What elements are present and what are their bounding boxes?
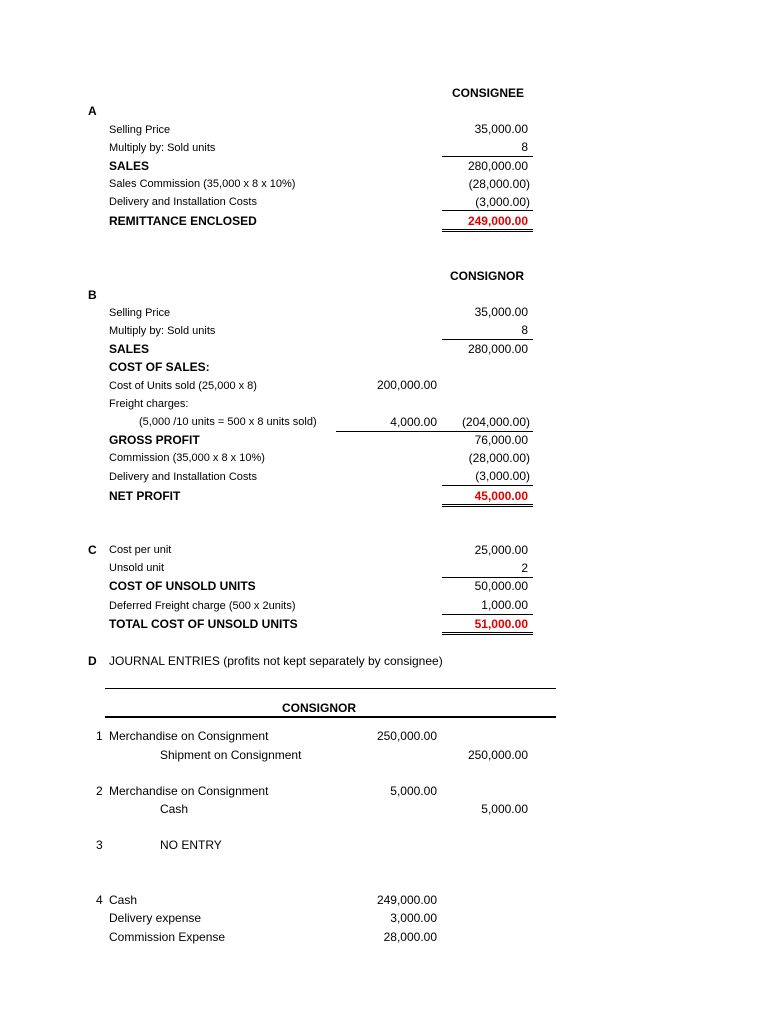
row-label: Freight charges: (109, 398, 189, 410)
row-label: Cost of Units sold (25,000 x 8) (109, 380, 257, 392)
row-value: 25,000.00 (474, 543, 528, 557)
debit-amount: 28,000.00 (383, 930, 437, 944)
credit-account: Cash (160, 802, 189, 816)
net-profit-total: 45,000.00 (474, 489, 528, 503)
section-d-letter: D (88, 654, 97, 668)
row-label: TOTAL COST OF UNSOLD UNITS (109, 617, 298, 631)
row-label: Selling Price (109, 124, 171, 136)
double-underline (442, 632, 533, 633)
debit-amount: 249,000.00 (376, 893, 437, 907)
double-underline (442, 504, 533, 505)
row-label: COST OF UNSOLD UNITS (109, 579, 256, 593)
row-value: (3,000.00) (475, 195, 530, 209)
entry-number: 1 (96, 729, 103, 743)
debit-amount: 3,000.00 (390, 911, 437, 925)
debit-account: Cash (109, 893, 138, 907)
section-a-letter: A (88, 104, 97, 118)
consignor-header: CONSIGNOR (450, 269, 525, 283)
credit-account: Shipment on Consignment (160, 748, 302, 762)
row-value: 8 (521, 323, 528, 337)
row-value: (28,000.00) (468, 451, 530, 465)
row-label: COST OF SALES: (109, 360, 210, 374)
row-label: Unsold unit (109, 562, 165, 574)
debit-amount: 5,000.00 (390, 784, 437, 798)
row-label: Multiply by: Sold units (109, 325, 216, 337)
double-underline (442, 231, 533, 232)
entry-number: 2 (96, 784, 103, 798)
underline (442, 156, 533, 157)
row-mid-value: 4,000.00 (390, 415, 437, 429)
credit-amount: 250,000.00 (467, 748, 528, 762)
section-b-letter: B (88, 288, 97, 302)
double-underline (442, 506, 533, 507)
divider (105, 688, 556, 689)
debit-account: Merchandise on Consignment (109, 729, 269, 743)
row-label: REMITTANCE ENCLOSED (109, 214, 257, 228)
credit-amount: 5,000.00 (481, 802, 528, 816)
row-value: 8 (521, 140, 528, 154)
row-label: SALES (109, 159, 150, 173)
row-mid-value: 200,000.00 (376, 378, 437, 392)
debit-amount: 250,000.00 (376, 729, 437, 743)
consignee-header: CONSIGNEE (452, 86, 525, 100)
row-value: 35,000.00 (474, 305, 528, 319)
row-value: (28,000.00) (468, 177, 530, 191)
row-value: 280,000.00 (467, 342, 528, 356)
debit-account: Delivery expense (109, 911, 202, 925)
row-label: NET PROFIT (109, 489, 181, 503)
row-value: 35,000.00 (474, 122, 528, 136)
entry-number: 4 (96, 893, 103, 907)
row-label: Delivery and Installation Costs (109, 471, 257, 483)
divider (105, 716, 556, 718)
underline (442, 339, 533, 340)
double-underline (442, 634, 533, 635)
row-label: (5,000 /10 units = 500 x 8 units sold) (139, 416, 317, 428)
underline (336, 431, 533, 432)
row-label: Delivery and Installation Costs (109, 196, 257, 208)
row-label: Cost per unit (109, 544, 172, 556)
row-label: Multiply by: Sold units (109, 142, 216, 154)
row-label: Selling Price (109, 307, 171, 319)
no-entry-note: NO ENTRY (160, 838, 222, 852)
journal-title: JOURNAL ENTRIES (profits not kept separately by consignee) (109, 654, 443, 668)
underline (442, 614, 533, 615)
row-label: GROSS PROFIT (109, 433, 200, 447)
remittance-total: 249,000.00 (467, 214, 528, 228)
underline (442, 577, 533, 578)
row-label: Commission (35,000 x 8 x 10%) (109, 452, 265, 464)
row-value: 76,000.00 (474, 433, 528, 447)
row-value: 1,000.00 (481, 598, 528, 612)
row-label: SALES (109, 342, 150, 356)
debit-account: Merchandise on Consignment (109, 784, 269, 798)
row-value: 280,000.00 (467, 159, 528, 173)
underline (442, 485, 533, 486)
row-value: (204,000.00) (461, 415, 530, 429)
debit-account: Commission Expense (109, 930, 226, 944)
double-underline (442, 229, 533, 230)
journal-consignor-header: CONSIGNOR (282, 701, 357, 715)
row-value: (3,000.00) (475, 469, 530, 483)
row-value: 2 (521, 561, 528, 575)
row-label: Sales Commission (35,000 x 8 x 10%) (109, 178, 296, 190)
underline (442, 210, 533, 211)
entry-number: 3 (96, 838, 103, 852)
row-label: Deferred Freight charge (500 x 2units) (109, 600, 296, 612)
section-c-letter: C (88, 543, 97, 557)
total-unsold-cost: 51,000.00 (474, 617, 528, 631)
row-value: 50,000.00 (474, 579, 528, 593)
